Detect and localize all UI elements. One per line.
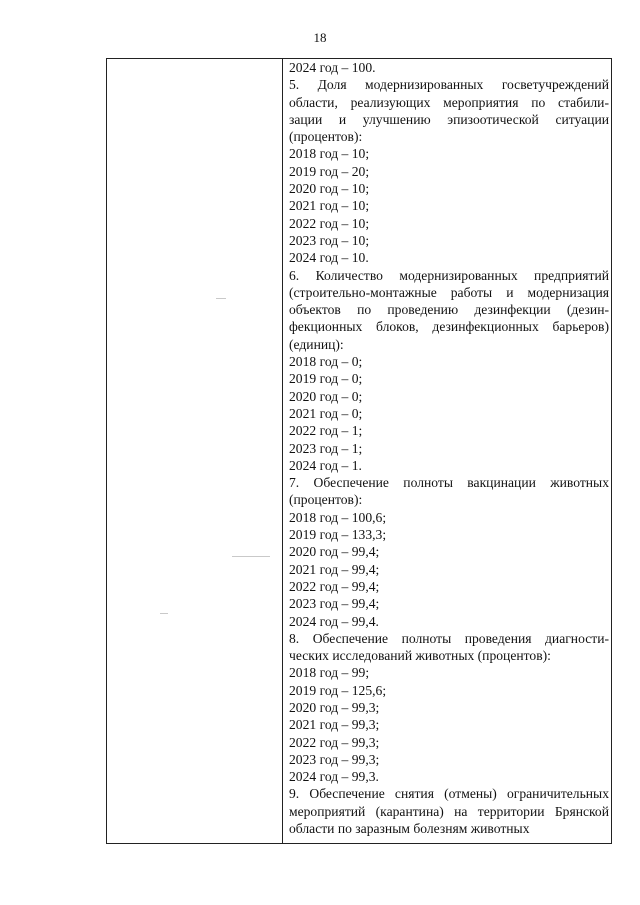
text-line: ческих исследований животных (процентов): — [289, 648, 551, 664]
text-line: 2021 год – 99,4; — [289, 561, 380, 577]
scan-speck — [216, 298, 226, 299]
text-line: 2024 год – 99,3. — [289, 769, 379, 785]
text-line: 2020 год – 10; — [289, 181, 370, 197]
text-line: 7. Обеспечение полноты вакцинации животных — [289, 475, 609, 491]
text-line: 2022 год – 10; — [289, 215, 370, 231]
text-line: 2018 год – 10; — [289, 146, 370, 162]
text-line: 2019 год – 0; — [289, 371, 363, 387]
text-line: фекционных блоков, дезинфекционных барьеров) — [289, 319, 609, 335]
scan-speck — [232, 556, 270, 557]
text-line: (строительно-монтажные работы и модернизация — [289, 284, 609, 300]
text-line: 2020 год – 99,3; — [289, 699, 380, 715]
text-line: 6. Количество модернизированных предприятий — [289, 267, 609, 283]
text-line: зации и улучшению эпизоотической ситуации — [289, 111, 609, 127]
text-line: 2023 год – 1; — [289, 440, 363, 456]
scan-speck — [160, 613, 168, 614]
text-line: 2024 год – 1. — [289, 457, 362, 473]
indicator-table — [106, 58, 612, 844]
text-line: 8. Обеспечение полноты проведения диагности- — [289, 630, 609, 646]
text-line: 2020 год – 99,4; — [289, 544, 380, 560]
text-line: 2022 год – 99,4; — [289, 578, 380, 594]
text-line: 2023 год – 99,4; — [289, 596, 380, 612]
text-line: (процентов): — [289, 492, 363, 508]
text-line: 2024 год – 100. — [289, 60, 376, 75]
text-line: 2024 год – 10. — [289, 250, 369, 266]
text-line: 2019 год – 133,3; — [289, 527, 387, 543]
text-line: области по заразным болезням животных — [289, 821, 530, 837]
text-line: 2024 год – 99,4. — [289, 613, 379, 629]
text-line: (единиц): — [289, 336, 344, 352]
text-line: 2018 год – 100,6; — [289, 509, 387, 525]
text-line: 2021 год – 0; — [289, 405, 363, 421]
text-line: 2019 год – 125,6; — [289, 682, 387, 698]
text-line: 5. Доля модернизированных госветучреждений — [289, 77, 609, 93]
text-line: 2023 год – 10; — [289, 232, 370, 248]
text-line: 2018 год – 99; — [289, 665, 370, 681]
page-number: 18 — [313, 30, 327, 45]
text-line: 2020 год – 0; — [289, 388, 363, 404]
text-line: 2019 год – 20; — [289, 163, 370, 179]
text-line: объектов по проведению дезинфекции (дезин- — [289, 302, 609, 318]
text-line: мероприятий (карантина) на территории Брянской — [289, 803, 609, 819]
text-line: 2018 год – 0; — [289, 354, 363, 370]
text-line: области, реализующих мероприятия по стабили- — [289, 94, 609, 110]
text-line: 2022 год – 99,3; — [289, 734, 380, 750]
text-line: 2021 год – 10; — [289, 198, 370, 214]
text-line: 2021 год – 99,3; — [289, 717, 380, 733]
text-line: 2022 год – 1; — [289, 423, 363, 439]
text-line: 9. Обеспечение снятия (отмены) ограничительных — [289, 786, 609, 802]
text-line: 2023 год – 99,3; — [289, 751, 380, 767]
text-line: (процентов): — [289, 129, 363, 145]
table-left-cell — [107, 59, 283, 843]
table-right-cell — [284, 59, 611, 843]
